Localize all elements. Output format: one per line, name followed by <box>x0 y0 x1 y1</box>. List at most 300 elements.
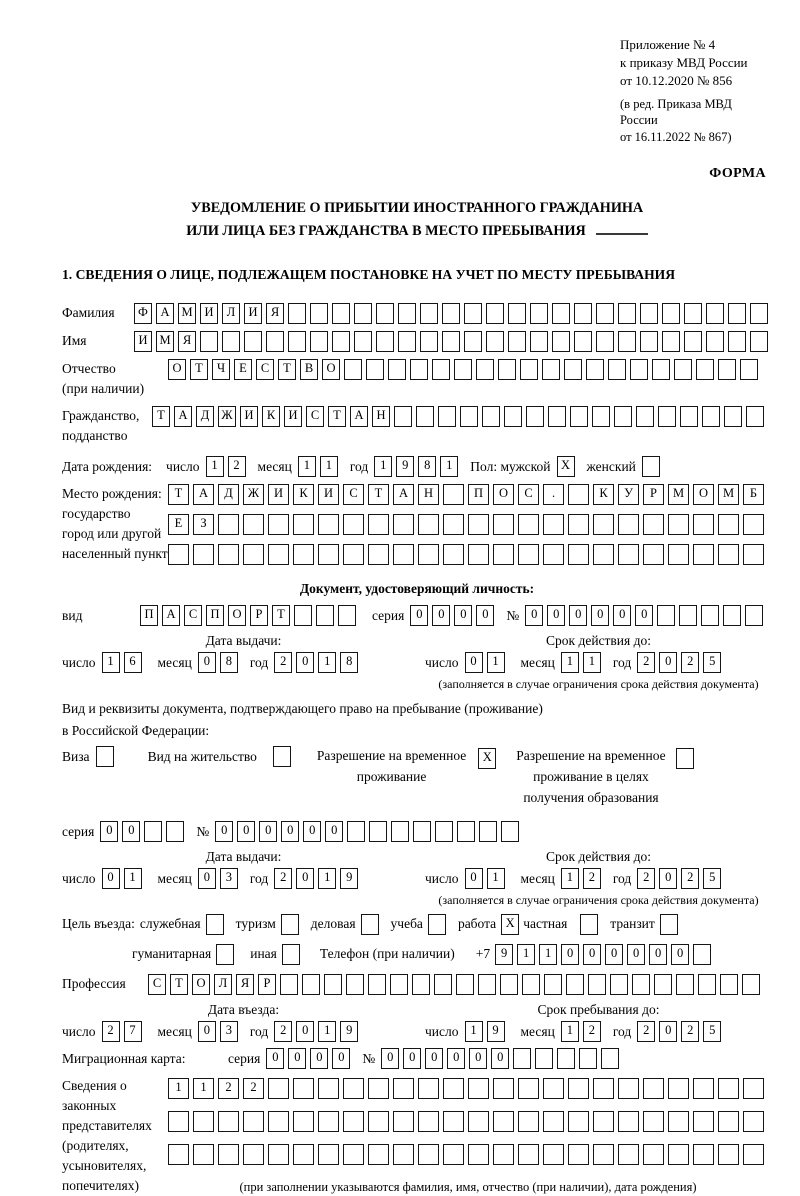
form-cell <box>343 1144 364 1165</box>
form-cell: 0 <box>491 1048 509 1069</box>
form-cell <box>96 746 114 767</box>
permit-number-label: № <box>196 823 210 839</box>
form-cell <box>318 514 339 535</box>
issue-date-heading: Дата выдачи: <box>205 632 282 648</box>
day-label: число <box>62 870 96 886</box>
form-cell <box>501 821 519 842</box>
reference-note-line: от 16.11.2022 № 867) <box>620 130 732 145</box>
form-cell <box>393 514 414 535</box>
valid-until-heading: Срок действия до: <box>546 848 651 864</box>
form-cell <box>268 544 289 565</box>
visa-label: Виза <box>62 748 90 764</box>
form-cell <box>368 1144 389 1165</box>
form-cell <box>518 514 539 535</box>
form-cell <box>618 1111 639 1132</box>
permit-issue-group <box>62 849 425 908</box>
form-cell: А <box>174 406 192 427</box>
citizenship-cells <box>152 406 768 427</box>
form-cell: 1 <box>517 944 535 965</box>
form-cell: Л <box>214 974 232 995</box>
form-cell <box>393 1078 414 1099</box>
form-cell <box>693 1111 714 1132</box>
form-cell <box>434 974 452 995</box>
form-cell <box>428 914 446 935</box>
form-cell: 1 <box>539 944 557 965</box>
form-cell <box>281 914 299 935</box>
form-cell <box>410 359 428 380</box>
form-cell <box>193 1144 214 1165</box>
birth-place-row2-cells <box>168 514 768 535</box>
year-label: год <box>612 654 632 670</box>
form-cell: 0 <box>525 605 543 626</box>
form-cell <box>535 1048 553 1069</box>
form-cell: Р <box>643 484 664 505</box>
entry-date-group <box>62 1002 425 1042</box>
form-cell: 0 <box>432 605 450 626</box>
form-cell <box>393 544 414 565</box>
form-cell: С <box>343 484 364 505</box>
form-cell <box>393 1144 414 1165</box>
form-cell <box>366 359 384 380</box>
permit-dates <box>62 849 772 908</box>
purpose-tourism-checkbox <box>281 914 303 935</box>
form-cell <box>668 544 689 565</box>
form-cell: X <box>557 456 575 477</box>
form-cell <box>460 406 478 427</box>
form-cell <box>630 359 648 380</box>
form-cell: 9 <box>340 868 358 889</box>
form-cell: К <box>593 484 614 505</box>
form-cell <box>338 605 356 626</box>
day-label: число <box>425 870 459 886</box>
form-cell <box>318 544 339 565</box>
representatives-cell-rows <box>168 1076 768 1195</box>
form-cell <box>610 974 628 995</box>
form-cell: 0 <box>296 1021 314 1042</box>
form-cell <box>243 514 264 535</box>
form-cell: Н <box>372 406 390 427</box>
stay-day-cells <box>465 1021 509 1042</box>
form-cell <box>676 974 694 995</box>
form-cell: 1 <box>318 868 336 889</box>
form-cell <box>718 514 739 535</box>
form-cell <box>674 359 692 380</box>
form-cell <box>368 974 386 995</box>
form-cell <box>391 821 409 842</box>
form-cell: 0 <box>198 1021 216 1042</box>
form-cell <box>618 303 636 324</box>
phone-label: Телефон (при наличии) <box>319 946 455 962</box>
form-cell <box>454 359 472 380</box>
form-cell: 2 <box>243 1078 264 1099</box>
temp-residence-edu-option <box>516 746 697 809</box>
form-cell <box>593 544 614 565</box>
profession-label: Профессия <box>62 976 126 992</box>
entry-year-cells <box>274 1021 362 1042</box>
form-cell <box>662 331 680 352</box>
entry-date-heading: Дата въезда: <box>207 1001 280 1017</box>
form-cell <box>543 1144 564 1165</box>
form-cell: Т <box>278 359 296 380</box>
form-cell: Н <box>418 484 439 505</box>
form-cell: 0 <box>296 652 314 673</box>
doc-type-cells <box>140 605 360 626</box>
form-cell: 1 <box>561 868 579 889</box>
temp-residence-edu-checkbox <box>676 748 698 769</box>
form-cell: Д <box>218 484 239 505</box>
form-cell: Я <box>178 331 196 352</box>
form-cell <box>596 303 614 324</box>
month-label: месяц <box>157 654 192 670</box>
doc-type-label: вид <box>62 607 83 623</box>
form-cell <box>368 1078 389 1099</box>
form-cell <box>168 544 189 565</box>
form-cell <box>368 1111 389 1132</box>
form-cell: 0 <box>671 944 689 965</box>
form-cell: 0 <box>102 868 120 889</box>
form-cell <box>144 821 162 842</box>
form-cell <box>728 331 746 352</box>
form-cell <box>508 303 526 324</box>
form-cell <box>316 605 334 626</box>
form-cell: 0 <box>476 605 494 626</box>
form-cell: 1 <box>583 652 601 673</box>
form-cell: 0 <box>281 821 299 842</box>
form-cell <box>344 359 362 380</box>
form-cell <box>324 974 342 995</box>
form-cell <box>354 331 372 352</box>
form-cell <box>294 605 312 626</box>
form-cell <box>368 544 389 565</box>
profession-row <box>62 974 772 995</box>
form-cell <box>693 1144 714 1165</box>
form-cell <box>518 544 539 565</box>
purpose-work-checkbox <box>501 914 523 935</box>
form-cell: 1 <box>102 652 120 673</box>
form-cell: Ж <box>243 484 264 505</box>
birth-place-row3-cells <box>168 544 768 565</box>
form-cell <box>438 406 456 427</box>
passport-valid-year-cells <box>637 652 725 673</box>
form-cell <box>543 544 564 565</box>
permit-issue-month-cells <box>198 868 242 889</box>
representatives-label: Сведения о законных представителях (родителях, усыновителях, попечителях) <box>62 1077 152 1193</box>
form-cell: 1 <box>124 868 142 889</box>
form-cell <box>642 456 660 477</box>
passport-issue-group <box>62 633 425 692</box>
form-cell <box>596 331 614 352</box>
residence-doc-line1: Вид и реквизиты документа, подтверждающего право на пребывание (проживание) <box>62 700 543 716</box>
form-cell <box>418 1111 439 1132</box>
passport-valid-month-cells <box>561 652 605 673</box>
form-cell <box>593 1144 614 1165</box>
form-cell <box>206 914 224 935</box>
form-cell <box>393 1111 414 1132</box>
form-cell: 0 <box>659 1021 677 1042</box>
form-cell: Р <box>258 974 276 995</box>
form-cell: У <box>618 484 639 505</box>
form-cell <box>318 1144 339 1165</box>
form-title-line1: УВЕДОМЛЕНИЕ О ПРИБЫТИИ ИНОСТРАННОГО ГРАЖДАНИНА <box>190 200 644 217</box>
form-cell <box>388 359 406 380</box>
form-cell <box>668 1078 689 1099</box>
stay-until-line <box>425 1021 772 1042</box>
form-cell: 0 <box>403 1048 421 1069</box>
permit-issue-year-cells <box>274 868 362 889</box>
form-cell: С <box>184 605 202 626</box>
form-cell: 2 <box>228 456 246 477</box>
form-cell <box>218 514 239 535</box>
stay-until-group <box>425 1002 772 1042</box>
form-cell: О <box>493 484 514 505</box>
form-cell: А <box>393 484 414 505</box>
patronymic-row <box>62 359 772 399</box>
form-cell <box>493 1144 514 1165</box>
surname-row <box>62 303 772 324</box>
form-cell: 0 <box>591 605 609 626</box>
form-cell <box>268 514 289 535</box>
form-cell <box>468 1078 489 1099</box>
form-cell <box>293 1111 314 1132</box>
form-cell: 1 <box>298 456 316 477</box>
representatives-row2-cells <box>168 1111 768 1132</box>
form-cell <box>293 514 314 535</box>
permit-valid-line <box>425 868 772 889</box>
form-cell <box>566 974 584 995</box>
form-cell: 8 <box>340 652 358 673</box>
form-cell: С <box>148 974 166 995</box>
month-label: месяц <box>520 870 555 886</box>
form-cell <box>557 1048 575 1069</box>
form-cell: 0 <box>215 821 233 842</box>
form-cell <box>193 544 214 565</box>
form-cell: С <box>518 484 539 505</box>
form-cell <box>418 1144 439 1165</box>
form-cell <box>513 1048 531 1069</box>
form-cell <box>293 544 314 565</box>
phone-cells <box>495 944 715 965</box>
form-cell <box>564 359 582 380</box>
form-cell <box>288 303 306 324</box>
form-cell <box>418 1078 439 1099</box>
permit-series-cells <box>100 821 188 842</box>
form-cell: . <box>543 484 564 505</box>
form-cell <box>218 544 239 565</box>
phone-prefix: +7 <box>475 946 491 962</box>
form-cell <box>718 1078 739 1099</box>
form-cell <box>636 406 654 427</box>
form-cell <box>742 974 760 995</box>
form-cell <box>486 303 504 324</box>
visa-option <box>62 746 118 767</box>
form-cell <box>668 1144 689 1165</box>
form-cell <box>593 514 614 535</box>
purpose-study-checkbox <box>428 914 450 935</box>
permit-series-row <box>62 821 772 842</box>
form-cell <box>442 331 460 352</box>
form-cell <box>302 974 320 995</box>
birth-date-label: Дата рождения: <box>62 458 153 474</box>
form-cell <box>418 544 439 565</box>
form-cell <box>369 821 387 842</box>
form-cell: 1 <box>374 456 392 477</box>
form-cell: 0 <box>288 1048 306 1069</box>
form-cell <box>518 1078 539 1099</box>
form-cell: 5 <box>703 868 721 889</box>
form-cell <box>200 331 218 352</box>
birth-place-label: Место рождения: государство город или другой населенный пункт <box>62 485 168 561</box>
form-cell <box>243 1111 264 1132</box>
form-cell <box>543 1111 564 1132</box>
form-cell: Т <box>190 359 208 380</box>
form-cell <box>548 406 566 427</box>
form-cell <box>166 821 184 842</box>
form-cell <box>346 974 364 995</box>
valid-until-note: (заполняется в случае ограничения срока действия документа) <box>438 892 759 907</box>
form-cell <box>706 331 724 352</box>
form-cell <box>570 406 588 427</box>
purpose-business-checkbox <box>361 914 383 935</box>
form-cell: 0 <box>198 868 216 889</box>
representatives-row1-cells <box>168 1078 768 1099</box>
visa-checkbox <box>96 746 118 767</box>
form-cell <box>643 1111 664 1132</box>
birth-place-cell-rows <box>168 484 768 574</box>
form-cell: 2 <box>637 1021 655 1042</box>
order-reference <box>620 36 772 91</box>
form-cell <box>608 359 626 380</box>
form-cell <box>652 359 670 380</box>
form-cell <box>568 544 589 565</box>
identity-doc-row <box>62 605 772 626</box>
form-cell: 0 <box>465 652 483 673</box>
form-cell: А <box>350 406 368 427</box>
form-cell <box>343 544 364 565</box>
form-cell: 0 <box>454 605 472 626</box>
form-cell: 2 <box>583 1021 601 1042</box>
month-label: месяц <box>257 458 292 474</box>
stay-year-cells <box>637 1021 725 1042</box>
form-cell <box>518 1144 539 1165</box>
form-cell <box>614 406 632 427</box>
form-cell <box>723 605 741 626</box>
form-cell <box>268 1111 289 1132</box>
form-cell <box>413 821 431 842</box>
form-cell <box>632 974 650 995</box>
form-cell <box>412 974 430 995</box>
form-cell <box>442 303 460 324</box>
form-cell: И <box>134 331 152 352</box>
form-cell <box>468 514 489 535</box>
patronymic-cells <box>168 359 762 380</box>
form-cell: 0 <box>561 944 579 965</box>
purpose-private-checkbox <box>580 914 602 935</box>
form-cell <box>318 1111 339 1132</box>
temp-residence-checkbox <box>478 748 500 769</box>
day-label: число <box>62 654 96 670</box>
form-cell <box>193 1111 214 1132</box>
residence-doc-paragraph <box>62 698 772 743</box>
form-cell: 8 <box>220 652 238 673</box>
form-cell: И <box>318 484 339 505</box>
form-cell: 0 <box>569 605 587 626</box>
form-cell <box>568 514 589 535</box>
form-cell <box>416 406 434 427</box>
form-cell <box>668 1111 689 1132</box>
form-cell: И <box>244 303 262 324</box>
form-cell: 0 <box>447 1048 465 1069</box>
form-cell: Т <box>152 406 170 427</box>
form-cell <box>218 1111 239 1132</box>
form-cell: О <box>168 359 186 380</box>
form-cell <box>376 303 394 324</box>
form-title <box>62 197 772 242</box>
entry-stay-dates <box>62 1002 772 1042</box>
form-cell <box>457 821 475 842</box>
form-cell: 0 <box>627 944 645 965</box>
form-cell <box>443 1078 464 1099</box>
form-cell <box>568 1111 589 1132</box>
form-cell <box>332 303 350 324</box>
form-cell <box>310 303 328 324</box>
form-cell <box>586 359 604 380</box>
form-cell: 0 <box>649 944 667 965</box>
form-cell: О <box>693 484 714 505</box>
permit-valid-month-cells <box>561 868 605 889</box>
form-cell <box>522 974 540 995</box>
form-cell: 0 <box>100 821 118 842</box>
passport-issue-line <box>62 652 425 673</box>
form-cell: 1 <box>487 868 505 889</box>
migration-number-label: № <box>362 1050 376 1066</box>
form-cell <box>743 514 764 535</box>
year-label: год <box>612 870 632 886</box>
form-cell <box>530 303 548 324</box>
form-cell <box>593 1078 614 1099</box>
form-cell: 1 <box>168 1078 189 1099</box>
form-cell: 0 <box>303 821 321 842</box>
form-cell <box>343 514 364 535</box>
temp-residence-label: Разрешение на временное проживание <box>316 748 467 785</box>
doc-series-cells <box>410 605 498 626</box>
representatives-note: (при заполнении указываются фамилия, имя, отчество (при наличии), дата рождения) <box>239 1179 697 1194</box>
purpose-humanitarian-checkbox <box>216 944 238 965</box>
year-label: год <box>349 458 369 474</box>
form-cell: 0 <box>469 1048 487 1069</box>
order-revision-note <box>620 96 772 147</box>
valid-until-heading: Срок действия до: <box>546 632 651 648</box>
form-cell: 2 <box>681 1021 699 1042</box>
form-cell: 0 <box>659 868 677 889</box>
permit-issue-day-cells <box>102 868 146 889</box>
form-cell: 1 <box>465 1021 483 1042</box>
form-cell <box>243 1144 264 1165</box>
form-cell <box>720 974 738 995</box>
form-cell <box>693 544 714 565</box>
form-cell: 2 <box>583 868 601 889</box>
form-cell <box>518 1111 539 1132</box>
year-label: год <box>249 654 269 670</box>
birth-place-block <box>62 484 772 574</box>
form-cell: 9 <box>396 456 414 477</box>
sex-female-label: женский <box>586 458 636 474</box>
form-cell: 9 <box>487 1021 505 1042</box>
form-cell: 1 <box>487 652 505 673</box>
purpose-private-label: частная <box>523 916 568 932</box>
form-cell: И <box>284 406 302 427</box>
migration-card-row <box>62 1048 772 1069</box>
form-cell: 1 <box>561 1021 579 1042</box>
